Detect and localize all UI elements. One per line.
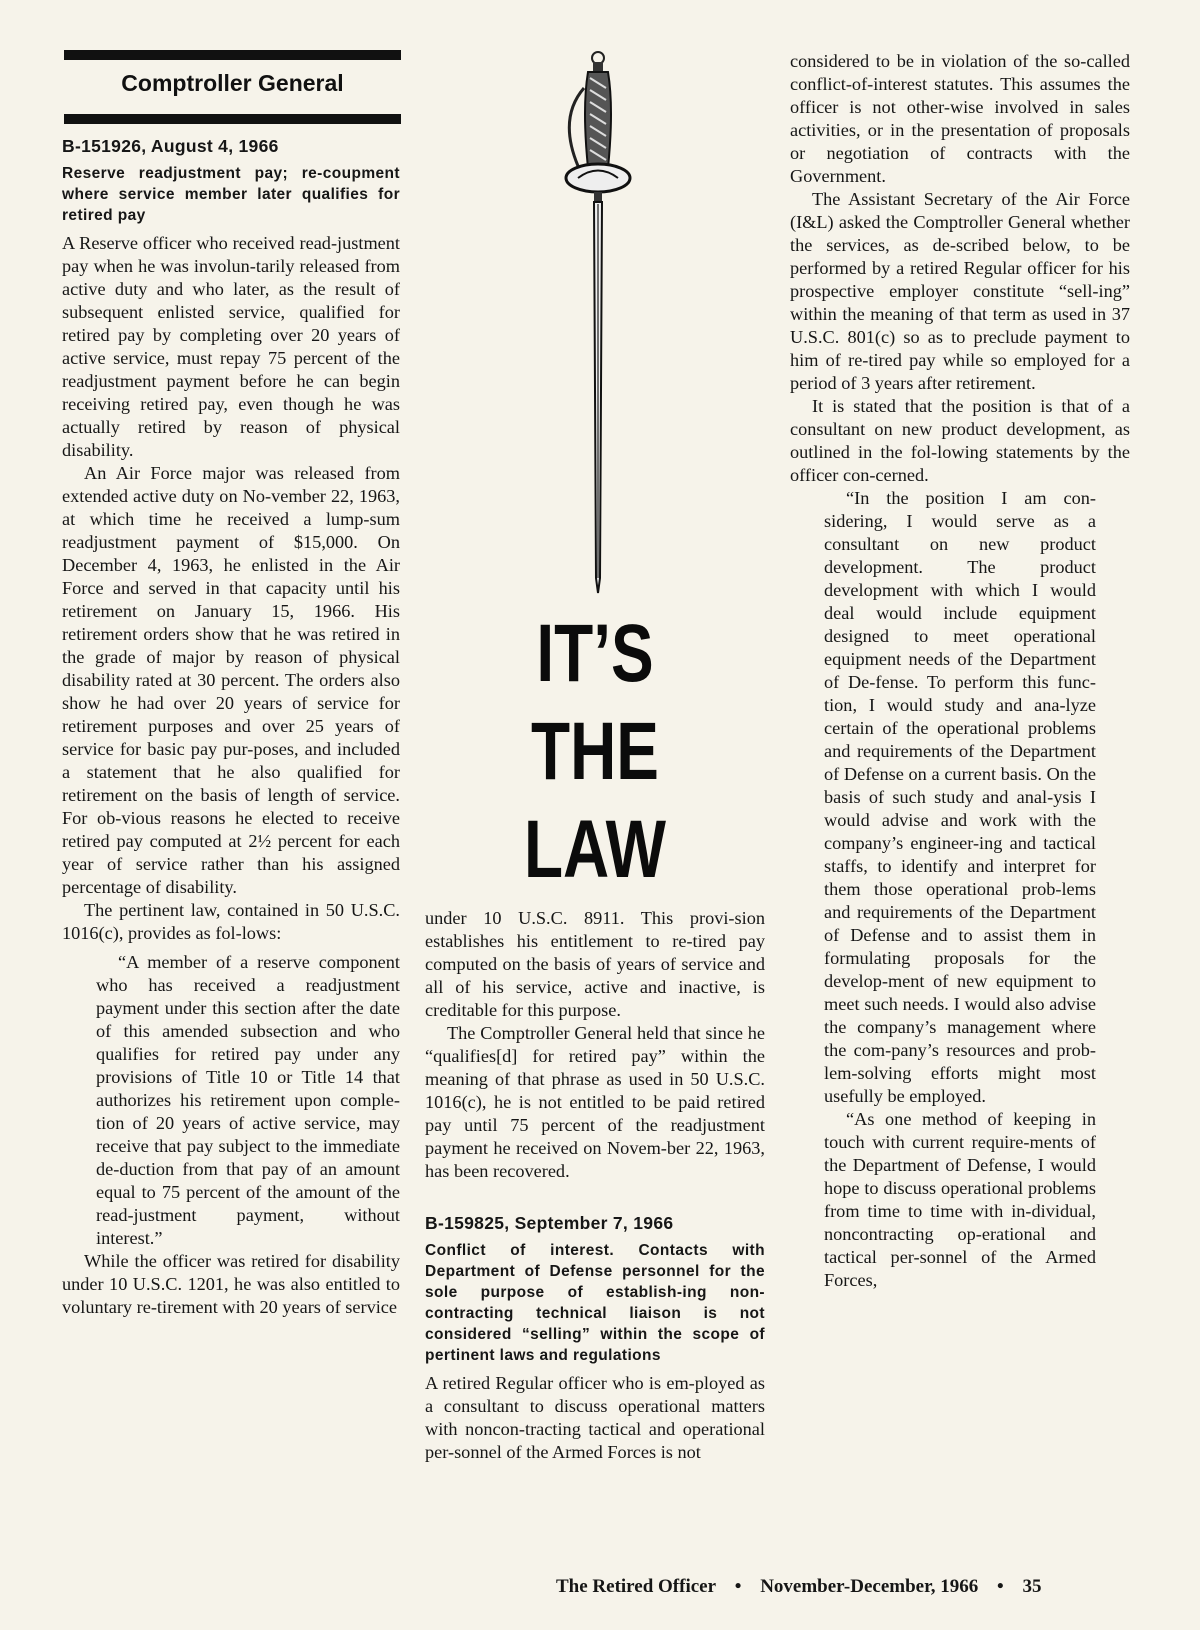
bullet-icon: •	[734, 1576, 742, 1597]
officer-statement-quote	[790, 487, 1130, 1292]
bottom-rule	[64, 114, 401, 124]
title-line: IT’S	[536, 608, 654, 699]
column-2	[425, 907, 765, 1464]
quote-text: “In the position I am con-sidering, I would serve as a consultant on new product development. The product development with which I would deal would include equipment designed to meet operational equipment needs of the Department of De-fense. To perform this func-tion, I would study and ana-lyze certain of the operational problems and requirements of the Department of Defense on a current basis. On the basis of such study and anal-ysis I would advise and work with the company’s engineer-ing and tactical staffs, to identify and interpret for them those operational prob-lems and requirements of the Department of Defense and to assist them in formulating proposals for the develop-ment of new equipment to meet such needs. I would also advise the company’s management where the com-pany’s resources and prob-lem-solving efforts might most usefully be employed.	[824, 488, 1096, 1106]
publication-name: The Retired Officer	[556, 1576, 717, 1597]
decision-subhead-1: Reserve readjustment pay; re-coupment where service member later qualifies for retired pay	[62, 165, 400, 224]
bullet-icon: •	[997, 1576, 1004, 1597]
paragraph: under 10 U.S.C. 8911. This provi-sion establishes his entitlement to re-tired pay computed on the basis of years of service and all of his service, active and inactive, is creditable for this purpose.	[425, 908, 765, 1020]
top-rule	[64, 50, 401, 60]
quote-text: “As one method of keeping in touch with current require-ments of the Department of Defense, I would hope to discuss operational problems from time to time with in-dividual, noncontracting op-erational and tactical per-sonnel of the Armed Forces,	[824, 1109, 1096, 1290]
paragraph: considered to be in violation of the so-called conflict-of-interest statutes. This assumes the officer is not other-wise involved in sales activities, or in the presentation of proposals or negotiation of contracts with the Government.	[790, 51, 1130, 186]
page-footer	[556, 1576, 1136, 1598]
decision-heading-1: B-151926, August 4, 1966	[62, 136, 279, 156]
page-number: 35	[1022, 1576, 1042, 1597]
paragraph: While the officer was retired for disability under 10 U.S.C. 1201, he was also entitled to voluntary re-tirement with 20 years of service	[62, 1251, 400, 1317]
title-line: THE	[531, 706, 659, 797]
decision-heading-2: B-159825, September 7, 1966	[425, 1213, 674, 1233]
decision-subhead-2: Conflict of interest. Contacts with Department of Defense personnel for the sole purpose of establish-ing non-contracting technical liaison is not considered “selling” within the scope of pertinent laws and regulations	[425, 1242, 765, 1364]
paragraph: The pertinent law, contained in 50 U.S.C. 1016(c), provides as fol-lows:	[62, 900, 400, 943]
its-the-law-title	[498, 605, 693, 899]
column-1	[62, 136, 400, 1319]
quote-text: “A member of a reserve component who has received a readjustment payment under this section after the date of this amended subsection and who qualifies for retired pay under any provisions of Title 10 or Title 14 that authorizes his retirement upon comple-tion of 20 years of active service, may receive that pay subject to the immediate de-duction from that pay of an amount equal to 75 percent of the amount of the read-justment payment, without interest.”	[96, 952, 400, 1248]
paragraph: The Comptroller General held that since he “qualifies[d] for retired pay” within the meaning of that phrase as used in 50 U.S.C. 1016(c), he is not entitled to be paid retired pay until 75 percent of the readjustment payment he received on Novem-ber 22, 1963, has been recovered.	[425, 1023, 765, 1181]
paragraph: The Assistant Secretary of the Air Force (I&L) asked the Comptroller General whether the services, as de-scribed below, to be performed by a retired Regular officer for his prospective employer constitute “sell-ing” within the meaning of that term as used in 37 U.S.C. 801(c) so as to preclude payment to him of re-tired pay while so employed for a period of 3 years after retirement.	[790, 189, 1130, 393]
issue-date: November-December, 1966	[760, 1576, 979, 1597]
sword-illustration	[548, 48, 648, 608]
section-title: Comptroller General	[121, 70, 344, 96]
paragraph: An Air Force major was released from extended active duty on No-vember 22, 1963, at which time he received a lump-sum readjustment payment of $15,000. On December 4, 1963, he enlisted in the Air Force and served in that capacity until his retirement on January 15, 1966. His retirement orders show that he was retired in the grade of major by reason of physical disability rated at 30 percent. The orders also show he had over 20 years of service for retirement purposes and over 25 years of service for basic pay pur-poses, and included a statement that he also qualified for retirement on the basis of length of service. For ob-vious reasons he elected to receive retired pay computed at 2½ percent for each year of service rather than his assigned percentage of disability.	[62, 463, 400, 897]
title-line: LAW	[523, 804, 667, 895]
paragraph: A Reserve officer who received read-justment pay when he was involun-tarily released from active duty and who later, as the result of subsequent enlisted service, qualified for retired pay by completing over 20 years of active service, must repay 75 percent of the readjustment payment before he can begin receiving retired pay, even though he was actually retired by reason of physical disability.	[62, 233, 400, 460]
column-3	[790, 50, 1130, 1292]
paragraph: It is stated that the position is that of a consultant on new product development, as outlined in the fol-lowing statements by the officer con-cerned.	[790, 396, 1130, 485]
paragraph: A retired Regular officer who is em-ployed as a consultant to discuss operational matters with noncon-tracting tactical and operational per-sonnel of the Armed Forces is not	[425, 1373, 765, 1462]
statute-quote	[62, 951, 400, 1250]
